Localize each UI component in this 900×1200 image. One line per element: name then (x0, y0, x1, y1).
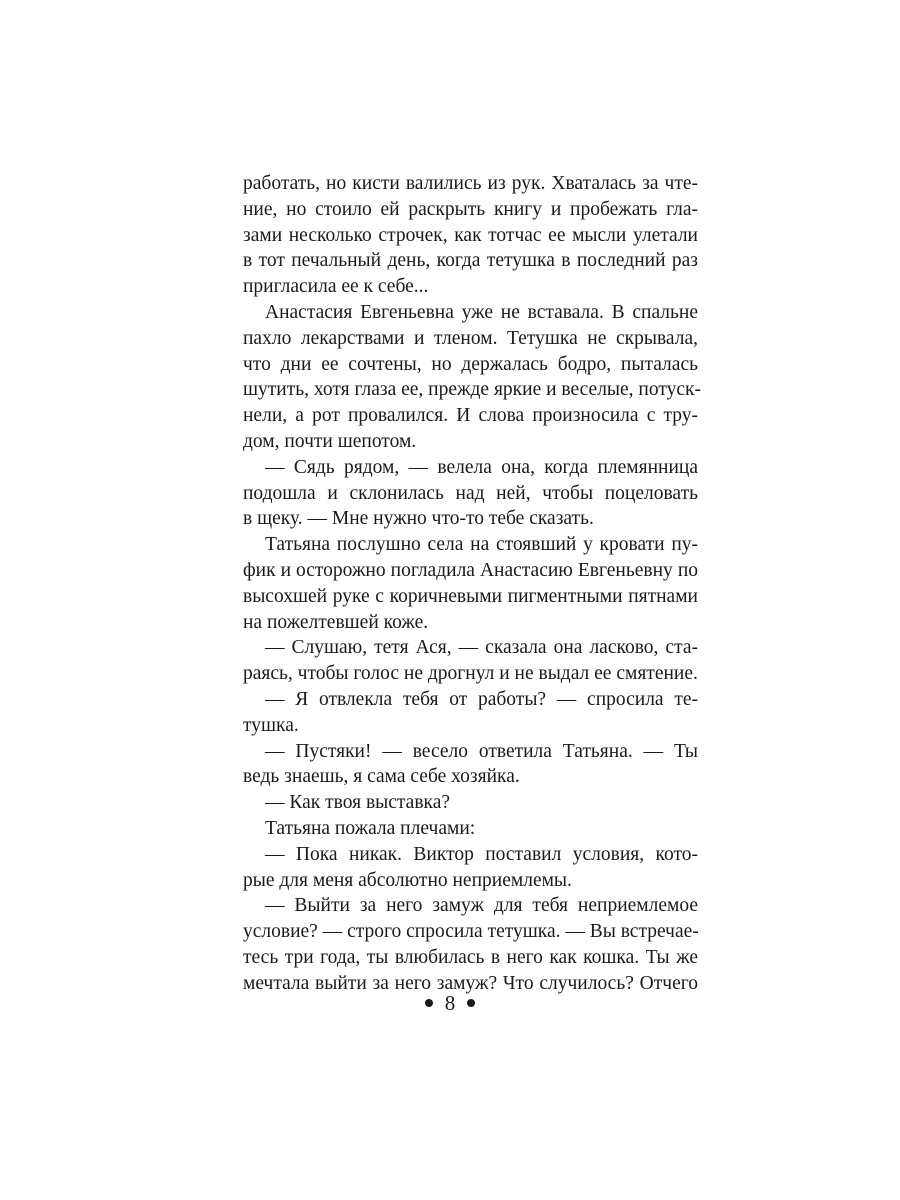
text-line: высохшей руке с коричневыми пигментными пятнами (243, 585, 698, 607)
text-line: в щеку. — Мне нужно что-то тебе сказать. (243, 508, 594, 530)
text-line: тушка. (243, 714, 299, 736)
text-line: что дни ее сочтены, но держалась бодро, пыталась (243, 353, 698, 375)
text-line: — Пустяки! — весело ответила Татьяна. — Ты (265, 740, 698, 762)
text-line: тесь три года, ты влюбилась в него как кошка. Ты же (243, 946, 698, 968)
bullet-icon (425, 999, 433, 1007)
text-line: Анастасия Евгеньевна уже не вставала. В спальне (265, 301, 698, 323)
text-line: пахло лекарствами и тленом. Тетушка не скрывала, (243, 327, 698, 349)
text-line: подошла и склонилась над ней, чтобы поцеловать (243, 482, 698, 504)
text-line: Татьяна пожала плечами: (265, 817, 476, 839)
text-line: нели, а рот провалился. И слова произносила с тру- (243, 405, 698, 427)
text-line: ведь знаешь, я сама себе хозяйка. (243, 766, 520, 788)
text-line: — Выйти за него замуж для тебя неприемлемое (265, 895, 698, 917)
text-line: — Сядь рядом, — велела она, когда племянница (265, 456, 698, 478)
bullet-icon (467, 999, 475, 1007)
text-line: мечтала выйти за него замуж? Что случилось? Отчего (243, 972, 698, 994)
text-line: шутить, хотя глаза ее, прежде яркие и веселые, потуск- (243, 379, 702, 401)
text-line: зами несколько строчек, как тотчас ее мысли улетали (243, 224, 698, 246)
text-line: на пожелтевшей коже. (243, 611, 429, 633)
text-line: пригласила ее к себе... (243, 276, 429, 298)
text-line: — Слушаю, тетя Ася, — сказала она ласково, ста- (265, 637, 698, 659)
text-line: — Как твоя выставка? (265, 792, 451, 814)
text-line: Татьяна послушно села на стоявший у кровати пу- (265, 534, 698, 556)
page-number-footer (0, 990, 900, 1016)
page-number: 8 (444, 991, 456, 1015)
text-line: условие? — строго спросила тетушка. — Вы встречае- (243, 921, 699, 943)
text-line: работать, но кисти валились из рук. Хваталась за чте- (243, 173, 698, 194)
text-line: фик и осторожно погладила Анастасию Евгеньевну по (243, 559, 698, 581)
text-line: раясь, чтобы голос не дрогнул и не выдал ее смятение. (243, 663, 698, 685)
text-line: — Я отвлекла тебя от работы? — спросила те- (265, 688, 698, 710)
page-text (243, 171, 702, 997)
text-line: — Пока никак. Виктор поставил условия, кото- (265, 843, 698, 865)
text-line: рые для меня абсолютно неприемлемы. (243, 869, 572, 891)
text-line: в тот печальный день, когда тетушка в последний раз (243, 250, 698, 272)
text-line: дом, почти шепотом. (243, 430, 417, 452)
text-line: ние, но стоило ей раскрыть книгу и пробежать гла- (243, 198, 698, 220)
